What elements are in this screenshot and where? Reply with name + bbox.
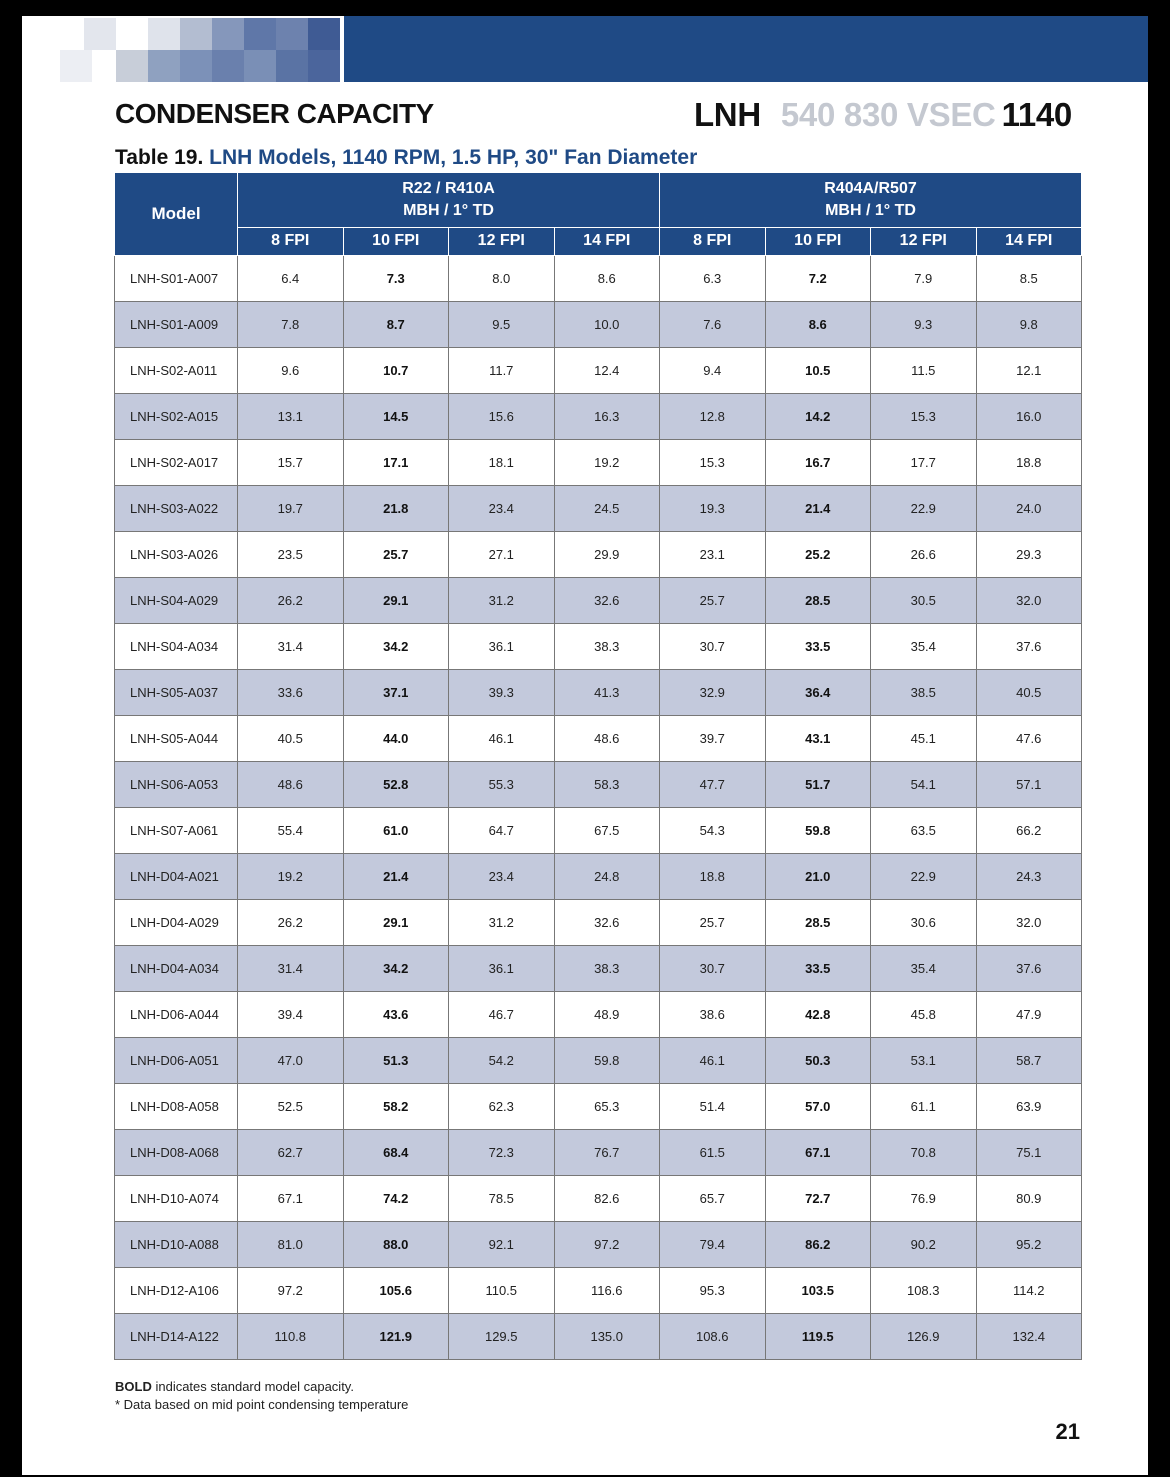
catalog-page <box>22 16 1148 1475</box>
capacity-cell: 47.6 <box>976 716 1082 762</box>
capacity-cell: 15.7 <box>238 440 344 486</box>
capacity-cell: 26.6 <box>871 532 977 578</box>
capacity-cell: 54.2 <box>449 1038 555 1084</box>
capacity-cell: 97.2 <box>238 1268 344 1314</box>
capacity-cell: 26.2 <box>238 900 344 946</box>
decor-square <box>212 18 244 50</box>
capacity-cell: 30.5 <box>871 578 977 624</box>
table-row <box>115 1314 1082 1360</box>
group-refrigerant: R22 / R410A <box>402 179 495 197</box>
table-row <box>115 1130 1082 1176</box>
page-title: CONDENSER CAPACITY <box>115 98 434 129</box>
capacity-cell-standard: 86.2 <box>765 1222 871 1268</box>
capacity-cell: 54.3 <box>660 808 766 854</box>
table-row <box>115 992 1082 1038</box>
decor-square <box>148 18 180 50</box>
fpi-header: 14 FPI <box>976 227 1082 255</box>
capacity-cell-standard: 33.5 <box>765 946 871 992</box>
capacity-cell: 38.3 <box>554 624 660 670</box>
decor-square <box>212 50 244 82</box>
capacity-cell: 46.7 <box>449 992 555 1038</box>
decor-square <box>308 50 340 82</box>
capacity-cell-standard: 25.7 <box>343 532 449 578</box>
capacity-cell: 24.5 <box>554 486 660 532</box>
capacity-cell-standard: 57.0 <box>765 1084 871 1130</box>
fpi-header: 8 FPI <box>660 227 766 255</box>
model-cell: LNH-S02-A015 <box>115 394 238 440</box>
capacity-cell: 65.3 <box>554 1084 660 1130</box>
note-data-basis: * Data based on mid point condensing temperature <box>115 1397 409 1412</box>
capacity-cell-standard: 21.4 <box>765 486 871 532</box>
table-row <box>115 900 1082 946</box>
capacity-cell: 19.7 <box>238 486 344 532</box>
table-row <box>115 348 1082 394</box>
refrigerant-group-header <box>660 173 1082 228</box>
capacity-cell-standard: 88.0 <box>343 1222 449 1268</box>
capacity-cell: 76.7 <box>554 1130 660 1176</box>
capacity-cell: 55.3 <box>449 762 555 808</box>
capacity-cell: 22.9 <box>871 486 977 532</box>
capacity-cell-standard: 51.3 <box>343 1038 449 1084</box>
note-bold <box>115 1378 408 1396</box>
capacity-cell: 81.0 <box>238 1222 344 1268</box>
capacity-cell-standard: 8.6 <box>765 302 871 348</box>
table-row <box>115 486 1082 532</box>
table-caption-number: Table 19. <box>115 146 204 169</box>
capacity-cell: 19.2 <box>238 854 344 900</box>
capacity-cell: 70.8 <box>871 1130 977 1176</box>
header-banner <box>22 16 1148 82</box>
capacity-cell-standard: 7.3 <box>343 256 449 302</box>
model-cell: LNH-D10-A074 <box>115 1176 238 1222</box>
capacity-cell: 52.5 <box>238 1084 344 1130</box>
model-cell: LNH-S07-A061 <box>115 808 238 854</box>
model-cell: LNH-S02-A017 <box>115 440 238 486</box>
capacity-cell: 16.3 <box>554 394 660 440</box>
decor-square <box>116 50 148 82</box>
capacity-cell: 23.4 <box>449 854 555 900</box>
decor-square <box>276 50 308 82</box>
capacity-cell: 39.7 <box>660 716 766 762</box>
capacity-cell: 95.3 <box>660 1268 766 1314</box>
capacity-cell: 66.2 <box>976 808 1082 854</box>
capacity-cell-standard: 121.9 <box>343 1314 449 1360</box>
capacity-cell: 18.8 <box>976 440 1082 486</box>
capacity-cell: 9.3 <box>871 302 977 348</box>
table-row <box>115 1176 1082 1222</box>
capacity-cell: 90.2 <box>871 1222 977 1268</box>
decor-square <box>180 50 212 82</box>
capacity-cell-standard: 10.5 <box>765 348 871 394</box>
decor-square <box>148 50 180 82</box>
model-cell: LNH-S01-A009 <box>115 302 238 348</box>
capacity-cell: 32.6 <box>554 578 660 624</box>
capacity-cell-standard: 14.5 <box>343 394 449 440</box>
capacity-cell: 40.5 <box>238 716 344 762</box>
capacity-cell: 108.6 <box>660 1314 766 1360</box>
model-cell: LNH-D12-A106 <box>115 1268 238 1314</box>
model-cell: LNH-S03-A026 <box>115 532 238 578</box>
capacity-cell: 17.7 <box>871 440 977 486</box>
capacity-cell: 25.7 <box>660 578 766 624</box>
decor-square <box>308 18 340 50</box>
capacity-cell: 30.6 <box>871 900 977 946</box>
model-cell: LNH-S05-A044 <box>115 716 238 762</box>
table-row <box>115 854 1082 900</box>
capacity-cell: 78.5 <box>449 1176 555 1222</box>
group-unit: MBH / 1° TD <box>403 201 494 219</box>
capacity-cell: 9.6 <box>238 348 344 394</box>
capacity-cell-standard: 29.1 <box>343 578 449 624</box>
decor-square <box>244 50 276 82</box>
capacity-cell-standard: 10.7 <box>343 348 449 394</box>
capacity-cell: 114.2 <box>976 1268 1082 1314</box>
capacity-cell: 13.1 <box>238 394 344 440</box>
capacity-cell-standard: 25.2 <box>765 532 871 578</box>
capacity-cell: 32.9 <box>660 670 766 716</box>
table-row <box>115 440 1082 486</box>
capacity-cell: 11.5 <box>871 348 977 394</box>
capacity-cell: 48.6 <box>554 716 660 762</box>
capacity-cell: 32.0 <box>976 578 1082 624</box>
table-row <box>115 1038 1082 1084</box>
capacity-cell: 47.7 <box>660 762 766 808</box>
capacity-cell: 45.1 <box>871 716 977 762</box>
capacity-cell: 24.0 <box>976 486 1082 532</box>
capacity-cell-standard: 59.8 <box>765 808 871 854</box>
capacity-cell: 54.1 <box>871 762 977 808</box>
capacity-cell-standard: 8.7 <box>343 302 449 348</box>
capacity-cell-standard: 43.1 <box>765 716 871 762</box>
capacity-cell: 25.7 <box>660 900 766 946</box>
model-series-header <box>694 96 1072 134</box>
capacity-cell: 31.2 <box>449 900 555 946</box>
fpi-header: 12 FPI <box>871 227 977 255</box>
capacity-cell: 6.3 <box>660 256 766 302</box>
capacity-cell: 29.3 <box>976 532 1082 578</box>
capacity-cell: 7.8 <box>238 302 344 348</box>
capacity-cell: 39.4 <box>238 992 344 1038</box>
capacity-cell: 15.3 <box>871 394 977 440</box>
capacity-cell: 19.3 <box>660 486 766 532</box>
capacity-cell: 95.2 <box>976 1222 1082 1268</box>
fpi-header: 10 FPI <box>765 227 871 255</box>
capacity-cell: 53.1 <box>871 1038 977 1084</box>
model-cell: LNH-D14-A122 <box>115 1314 238 1360</box>
capacity-cell: 9.8 <box>976 302 1082 348</box>
capacity-cell: 30.7 <box>660 946 766 992</box>
capacity-cell: 12.8 <box>660 394 766 440</box>
capacity-cell: 48.6 <box>238 762 344 808</box>
table-caption <box>115 146 697 170</box>
capacity-cell-standard: 37.1 <box>343 670 449 716</box>
capacity-cell: 76.9 <box>871 1176 977 1222</box>
capacity-cell: 57.1 <box>976 762 1082 808</box>
capacity-cell: 129.5 <box>449 1314 555 1360</box>
capacity-cell: 65.7 <box>660 1176 766 1222</box>
capacity-cell-standard: 50.3 <box>765 1038 871 1084</box>
decor-square <box>276 18 308 50</box>
capacity-cell: 11.7 <box>449 348 555 394</box>
capacity-cell: 55.4 <box>238 808 344 854</box>
capacity-cell: 39.3 <box>449 670 555 716</box>
capacity-cell: 38.5 <box>871 670 977 716</box>
refrigerant-group-header <box>238 173 660 228</box>
table-row <box>115 256 1082 302</box>
capacity-cell: 59.8 <box>554 1038 660 1084</box>
capacity-cell: 32.6 <box>554 900 660 946</box>
capacity-cell: 37.6 <box>976 624 1082 670</box>
capacity-cell: 32.0 <box>976 900 1082 946</box>
capacity-cell: 67.1 <box>238 1176 344 1222</box>
capacity-cell: 132.4 <box>976 1314 1082 1360</box>
table-row <box>115 946 1082 992</box>
capacity-cell-standard: 16.7 <box>765 440 871 486</box>
capacity-cell: 63.5 <box>871 808 977 854</box>
fpi-header: 10 FPI <box>343 227 449 255</box>
model-cell: LNH-S03-A022 <box>115 486 238 532</box>
table-row <box>115 394 1082 440</box>
capacity-cell-standard: 14.2 <box>765 394 871 440</box>
capacity-cell: 46.1 <box>449 716 555 762</box>
fpi-header: 8 FPI <box>238 227 344 255</box>
capacity-cell: 46.1 <box>660 1038 766 1084</box>
capacity-cell: 8.0 <box>449 256 555 302</box>
capacity-cell: 15.6 <box>449 394 555 440</box>
capacity-cell: 58.3 <box>554 762 660 808</box>
capacity-cell: 9.5 <box>449 302 555 348</box>
capacity-cell: 48.9 <box>554 992 660 1038</box>
capacity-cell-standard: 42.8 <box>765 992 871 1038</box>
capacity-cell: 27.1 <box>449 532 555 578</box>
capacity-cell: 12.4 <box>554 348 660 394</box>
capacity-cell: 47.0 <box>238 1038 344 1084</box>
model-cell: LNH-S05-A037 <box>115 670 238 716</box>
table-row <box>115 624 1082 670</box>
capacity-cell: 51.4 <box>660 1084 766 1130</box>
model-cell: LNH-D06-A044 <box>115 992 238 1038</box>
fpi-header: 12 FPI <box>449 227 555 255</box>
capacity-cell: 18.8 <box>660 854 766 900</box>
decor-square <box>180 18 212 50</box>
capacity-cell-standard: 58.2 <box>343 1084 449 1130</box>
table-row <box>115 1222 1082 1268</box>
capacity-cell: 47.9 <box>976 992 1082 1038</box>
capacity-cell: 75.1 <box>976 1130 1082 1176</box>
capacity-cell: 12.1 <box>976 348 1082 394</box>
capacity-cell: 45.8 <box>871 992 977 1038</box>
capacity-cell: 29.9 <box>554 532 660 578</box>
table-row <box>115 670 1082 716</box>
capacity-cell: 62.3 <box>449 1084 555 1130</box>
group-refrigerant: R404A/R507 <box>824 179 917 197</box>
capacity-cell: 35.4 <box>871 624 977 670</box>
banner-bar <box>344 16 1148 82</box>
capacity-cell-standard: 29.1 <box>343 900 449 946</box>
capacity-cell-standard: 68.4 <box>343 1130 449 1176</box>
capacity-cell: 23.4 <box>449 486 555 532</box>
capacity-cell: 82.6 <box>554 1176 660 1222</box>
capacity-cell: 33.6 <box>238 670 344 716</box>
model-cell: LNH-S06-A053 <box>115 762 238 808</box>
capacity-cell: 10.0 <box>554 302 660 348</box>
capacity-cell-standard: 28.5 <box>765 578 871 624</box>
decor-square <box>244 18 276 50</box>
capacity-cell: 7.6 <box>660 302 766 348</box>
capacity-cell: 40.5 <box>976 670 1082 716</box>
model-cell: LNH-S02-A011 <box>115 348 238 394</box>
model-cell: LNH-S04-A034 <box>115 624 238 670</box>
table-row <box>115 1268 1082 1314</box>
capacity-cell: 116.6 <box>554 1268 660 1314</box>
table-row <box>115 1084 1082 1130</box>
capacity-cell: 108.3 <box>871 1268 977 1314</box>
capacity-cell-standard: 21.4 <box>343 854 449 900</box>
model-cell: LNH-S01-A007 <box>115 256 238 302</box>
capacity-cell-standard: 51.7 <box>765 762 871 808</box>
model-cell: LNH-D06-A051 <box>115 1038 238 1084</box>
capacity-cell: 92.1 <box>449 1222 555 1268</box>
capacity-cell: 37.6 <box>976 946 1082 992</box>
table-row <box>115 578 1082 624</box>
capacity-cell-standard: 34.2 <box>343 946 449 992</box>
capacity-cell: 19.2 <box>554 440 660 486</box>
capacity-cell-standard: 67.1 <box>765 1130 871 1176</box>
model-cell: LNH-D04-A029 <box>115 900 238 946</box>
capacity-cell: 8.5 <box>976 256 1082 302</box>
note-bold-text: indicates standard model capacity. <box>155 1379 354 1394</box>
capacity-cell: 30.7 <box>660 624 766 670</box>
capacity-cell: 7.9 <box>871 256 977 302</box>
capacity-cell: 61.1 <box>871 1084 977 1130</box>
capacity-cell: 67.5 <box>554 808 660 854</box>
table-notes <box>115 1378 408 1414</box>
capacity-cell: 9.4 <box>660 348 766 394</box>
capacity-cell: 23.1 <box>660 532 766 578</box>
capacity-cell: 61.5 <box>660 1130 766 1176</box>
capacity-cell: 64.7 <box>449 808 555 854</box>
capacity-cell-standard: 7.2 <box>765 256 871 302</box>
capacity-cell-standard: 36.4 <box>765 670 871 716</box>
capacity-cell: 38.6 <box>660 992 766 1038</box>
capacity-cell-standard: 105.6 <box>343 1268 449 1314</box>
series-others: 540 830 VSEC <box>780 96 996 133</box>
capacity-cell-standard: 43.6 <box>343 992 449 1038</box>
capacity-cell: 38.3 <box>554 946 660 992</box>
model-cell: LNH-D04-A021 <box>115 854 238 900</box>
capacity-cell-standard: 34.2 <box>343 624 449 670</box>
capacity-cell: 63.9 <box>976 1084 1082 1130</box>
capacity-cell-standard: 103.5 <box>765 1268 871 1314</box>
capacity-cell: 22.9 <box>871 854 977 900</box>
capacity-cell: 80.9 <box>976 1176 1082 1222</box>
table-row <box>115 532 1082 578</box>
capacity-cell: 31.4 <box>238 624 344 670</box>
capacity-cell-standard: 21.8 <box>343 486 449 532</box>
capacity-cell-standard: 72.7 <box>765 1176 871 1222</box>
capacity-cell: 24.8 <box>554 854 660 900</box>
decor-square <box>60 50 92 82</box>
table-row <box>115 762 1082 808</box>
capacity-cell: 6.4 <box>238 256 344 302</box>
table-caption-text: LNH Models, 1140 RPM, 1.5 HP, 30" Fan Diameter <box>209 146 698 169</box>
capacity-cell: 58.7 <box>976 1038 1082 1084</box>
capacity-cell: 23.5 <box>238 532 344 578</box>
series-active: 1140 <box>1001 96 1072 133</box>
capacity-cell: 36.1 <box>449 624 555 670</box>
capacity-cell: 26.2 <box>238 578 344 624</box>
table-row <box>115 716 1082 762</box>
capacity-cell-standard: 52.8 <box>343 762 449 808</box>
capacity-cell: 24.3 <box>976 854 1082 900</box>
page-number: 21 <box>1055 1419 1080 1444</box>
capacity-cell-standard: 21.0 <box>765 854 871 900</box>
capacity-cell: 31.2 <box>449 578 555 624</box>
model-cell: LNH-D08-A068 <box>115 1130 238 1176</box>
capacity-cell-standard: 28.5 <box>765 900 871 946</box>
capacity-cell: 36.1 <box>449 946 555 992</box>
capacity-cell-standard: 17.1 <box>343 440 449 486</box>
capacity-cell: 31.4 <box>238 946 344 992</box>
model-cell: LNH-S04-A029 <box>115 578 238 624</box>
capacity-cell: 18.1 <box>449 440 555 486</box>
capacity-cell: 16.0 <box>976 394 1082 440</box>
capacity-cell: 110.5 <box>449 1268 555 1314</box>
capacity-cell: 41.3 <box>554 670 660 716</box>
capacity-cell: 35.4 <box>871 946 977 992</box>
note-bold-word: BOLD <box>115 1379 152 1394</box>
capacity-cell: 15.3 <box>660 440 766 486</box>
group-unit: MBH / 1° TD <box>825 201 916 219</box>
table-row <box>115 808 1082 854</box>
capacity-cell-standard: 44.0 <box>343 716 449 762</box>
capacity-cell: 126.9 <box>871 1314 977 1360</box>
table-body <box>115 256 1082 1360</box>
capacity-cell: 62.7 <box>238 1130 344 1176</box>
table-row <box>115 302 1082 348</box>
capacity-cell: 135.0 <box>554 1314 660 1360</box>
model-header: Model <box>115 173 238 256</box>
capacity-cell-standard: 119.5 <box>765 1314 871 1360</box>
capacity-cell-standard: 74.2 <box>343 1176 449 1222</box>
capacity-cell: 97.2 <box>554 1222 660 1268</box>
capacity-cell: 72.3 <box>449 1130 555 1176</box>
fpi-header: 14 FPI <box>554 227 660 255</box>
capacity-cell-standard: 33.5 <box>765 624 871 670</box>
capacity-cell-standard: 61.0 <box>343 808 449 854</box>
model-cell: LNH-D08-A058 <box>115 1084 238 1130</box>
decor-square <box>84 18 116 50</box>
series-main: LNH <box>693 96 761 133</box>
capacity-cell: 79.4 <box>660 1222 766 1268</box>
model-cell: LNH-D10-A088 <box>115 1222 238 1268</box>
capacity-table <box>114 172 1082 1360</box>
model-cell: LNH-D04-A034 <box>115 946 238 992</box>
capacity-cell: 110.8 <box>238 1314 344 1360</box>
capacity-cell: 8.6 <box>554 256 660 302</box>
